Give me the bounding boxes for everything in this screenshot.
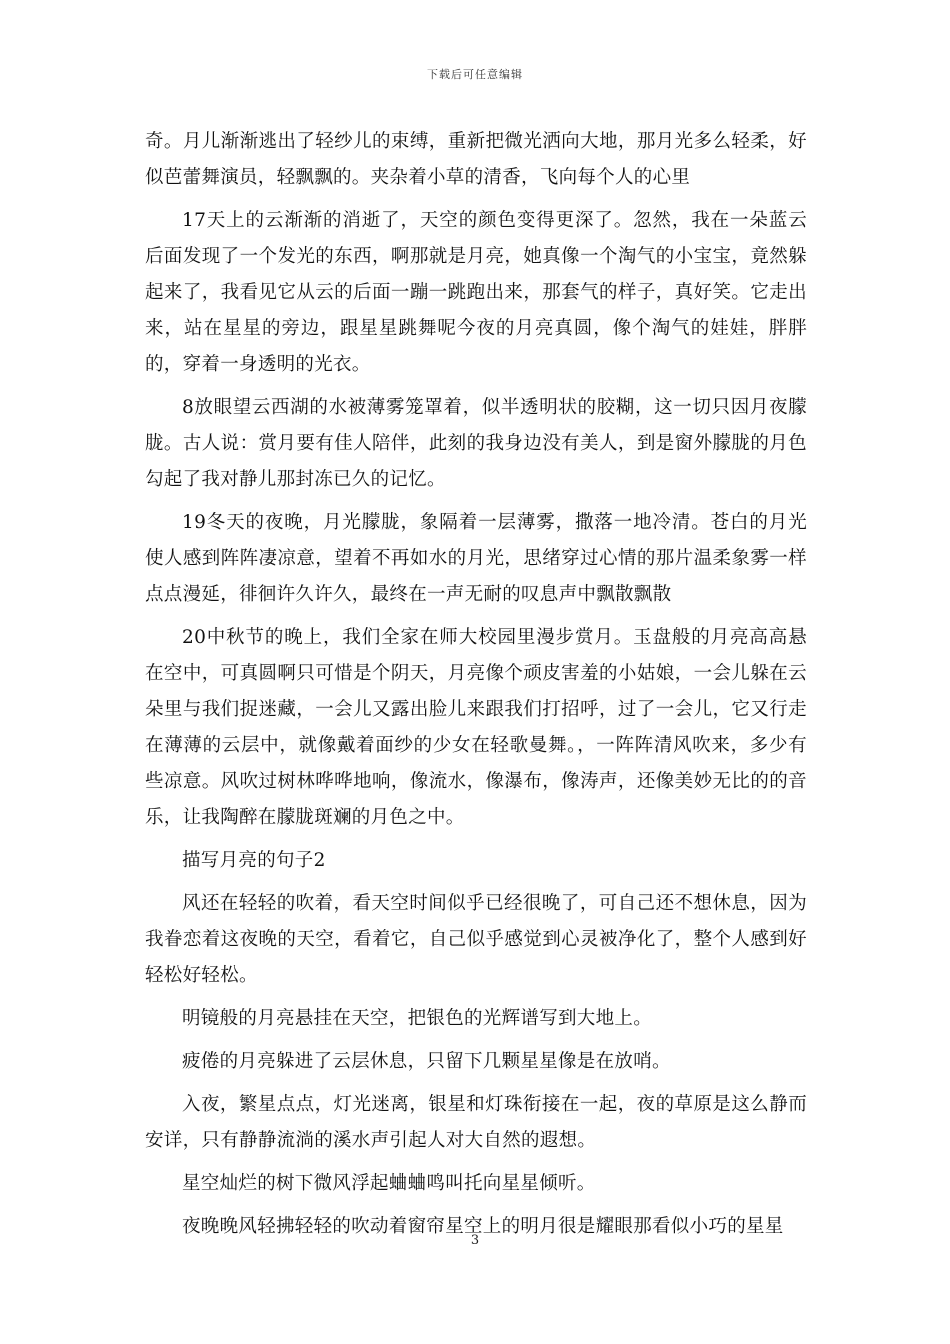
paragraph: 疲倦的月亮躲进了云层休息，只留下几颗星星像是在放哨。 [182,1051,671,1072]
page-number: 3 [470,1233,480,1248]
paragraph: 星空灿烂的树下微风浮起蛐蛐鸣叫托向星星倾听。 [182,1173,596,1194]
paragraph: 风还在轻轻的吹着，看天空时间似乎已经很晚了，可自己还不想休息，因为我眷恋着这夜晚的天空，看着它，自己似乎感觉到心灵被净化了，整个人感到好轻松好轻松。 [145,893,807,986]
paragraph: 奇。月儿渐渐逃出了轻纱儿的束缚，重新把微光洒向大地，那月光多么轻柔，好似芭蕾舞演员，轻飘飘的。夹杂着小草的清香，飞向每个人的心里 [145,131,807,188]
section-heading: 描写月亮的句子2 [182,850,326,871]
paragraph: 20中秋节的晚上，我们全家在师大校园里漫步赏月。玉盘般的月亮高高悬在空中，可真圆啊只可惜是个阴天，月亮像个顽皮害羞的小姑娘，一会儿躲在云朵里与我们捉迷藏，一会儿又露出脸儿来跟我们打招呼，过了一会儿，它又行走在薄薄的云层中，就像戴着面纱的少女在轻歌曼舞。，一阵阵清风吹来，多少有些凉意。风吹过树林哗哗地响，像流水，像瀑布，像涛声，还像美妙无比的的音乐，让我陶醉在朦胧斑斓的月色之中。 [145,627,807,828]
document-body [145,124,807,1252]
paragraph: 19冬天的夜晚，月光朦胧，象隔着一层薄雾，撒落一地冷清。苍白的月光使人感到阵阵凄凉意，望着不再如水的月光，思绪穿过心情的那片温柔象雾一样点点漫延，徘徊许久许久，最终在一声无耐的叹息声中飘散飘散 [145,512,807,605]
paragraph: 17天上的云渐渐的消逝了，天空的颜色变得更深了。忽然，我在一朵蓝云后面发现了一个发光的东西，啊那就是月亮，她真像一个淘气的小宝宝，竟然躲起来了，我看见它从云的后面一蹦一跳跑出来，那套气的样子，真好笑。它走出来，站在星星的旁边，跟星星跳舞呢今夜的月亮真圆，像个淘气的娃娃，胖胖的，穿着一身透明的光衣。 [145,210,807,375]
paragraph: 8放眼望云西湖的水被薄雾笼罩着，似半透明状的胶糊，这一切只因月夜朦胧。古人说：赏月要有佳人陪伴，此刻的我身边没有美人，到是窗外朦胧的月色勾起了我对静儿那封冻已久的记忆。 [145,397,807,490]
paragraph: 入夜，繁星点点，灯光迷离，银星和灯珠衔接在一起，夜的草原是这么静而安详，只有静静流淌的溪水声引起人对大自然的遐想。 [145,1094,807,1151]
paragraph: 夜晚晚风轻拂轻轻的吹动着窗帘星空上的明月很是耀眼那看似小巧的星星 [182,1216,784,1237]
page-header: 下载后可任意编辑 [427,68,523,81]
paragraph: 明镜般的月亮悬挂在天空，把银色的光辉谱写到大地上。 [182,1008,653,1029]
